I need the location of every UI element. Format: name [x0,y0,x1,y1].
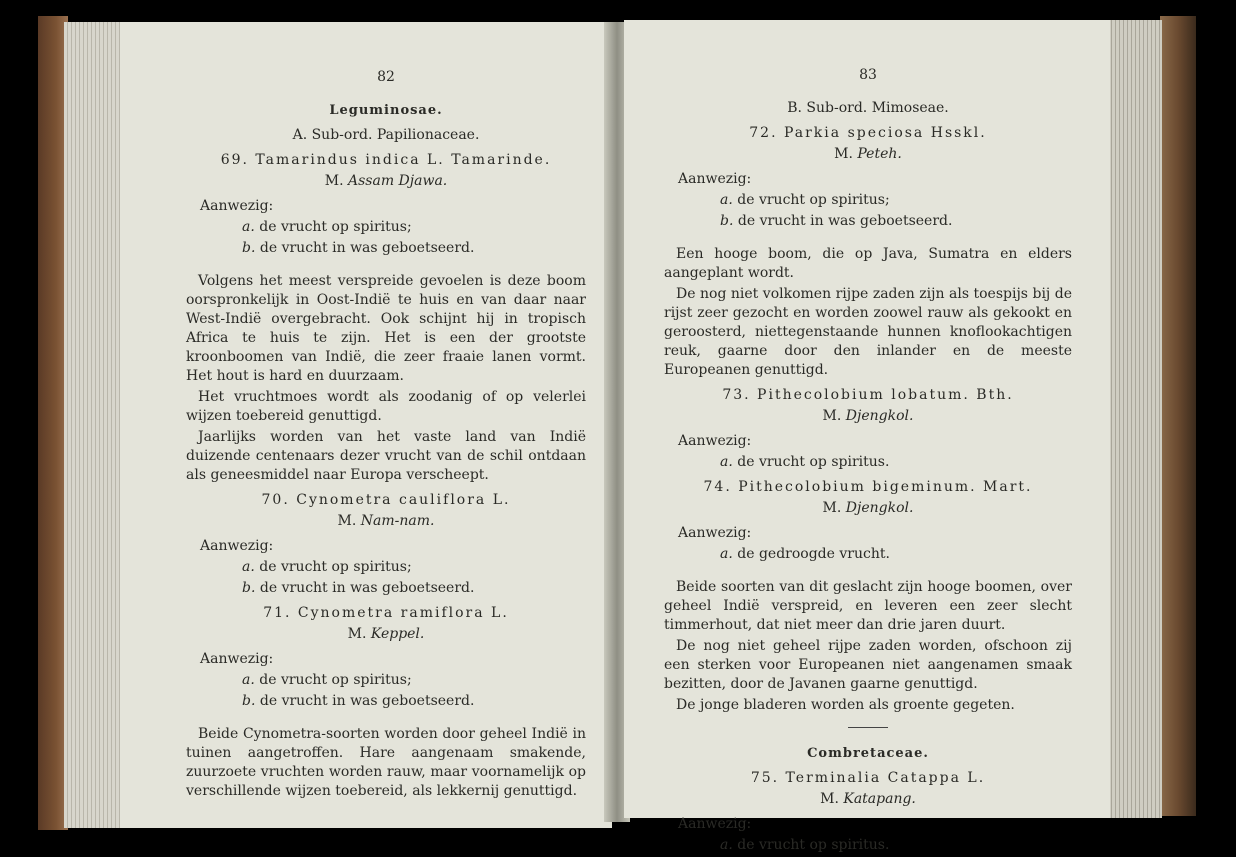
local-name-text: Katapang. [843,791,916,807]
page-edges-right [1108,20,1162,818]
specimen-item [720,453,1072,472]
item-letter: b. [242,580,256,596]
aanwezig-label: Aanwezig: [200,651,274,667]
item-letter: a. [720,837,733,853]
specimen-item [720,545,1072,564]
paragraph: Het vruchtmoes wordt als zoodanig of op velerlei wijzen toebereid genuttigd. [186,389,586,424]
local-name [186,512,586,531]
item-letter: b. [720,213,734,229]
species-heading: 71. Cynometra ramiflora L. [263,605,509,621]
item-text: de vrucht in was geboetseerd. [259,580,475,596]
local-prefix: M. [834,146,853,162]
family-heading: Combretaceae. [807,746,929,761]
aanwezig-label: Aanwezig: [200,538,274,554]
specimen-item [242,218,586,237]
local-name-text: Peteh. [857,146,902,162]
local-name-text: Nam-nam. [360,513,435,529]
right-page-content [664,66,1072,857]
right-page [624,20,1110,853]
aanwezig-label: Aanwezig: [200,198,274,214]
local-name [186,172,586,191]
local-name-text: Djengkol. [845,500,914,516]
species-heading: 70. Cynometra cauliflora L. [261,492,511,508]
local-name [186,625,586,644]
local-prefix: M. [324,173,344,189]
item-text: de vrucht in was geboetseerd. [259,240,475,256]
specimen-item [720,212,1072,231]
local-prefix: M. [347,626,367,642]
item-text: de gedroogde vrucht. [737,546,890,562]
section-rule [848,727,888,728]
item-text: de vrucht in was geboetseerd. [259,693,475,709]
paragraph: Beide soorten van dit geslacht zijn hooge boomen, over geheel Indië verspreid, en leveren een zeer slecht timmerhout, dat niet meer dan drie jaren duurt. [664,579,1072,633]
local-name [664,790,1072,809]
local-prefix: M. [820,791,839,807]
page-number: 82 [377,69,395,85]
species-heading: 69. Tamarindus indica L. Tamarinde. [220,152,552,168]
item-text: de vrucht op spiritus. [737,837,890,853]
item-letter: b. [242,693,256,709]
item-letter: b. [242,240,256,256]
aanwezig-label: Aanwezig: [678,171,752,187]
local-name [664,407,1072,426]
item-letter: a. [720,546,733,562]
spacer [664,233,1072,243]
item-letter: a. [242,219,255,235]
item-text: de vrucht in was geboetseerd. [737,213,953,229]
species-heading: 72. Parkia speciosa Hsskl. [749,125,987,141]
paragraph: Beide Cynometra-soorten worden door geheel Indië in tuinen aangetroffen. Hare aangenaam smakende, zuurzoete vruchten worden rauw, maar voornamelijk op verschillende wijzen toebereid, als lekkernij genuttigd. [186,726,586,799]
item-text: de vrucht op spiritus; [259,559,412,575]
family-heading: Leguminosae. [329,103,443,118]
item-text: de vrucht op spiritus. [737,454,890,470]
spacer [186,260,586,270]
item-letter: a. [720,192,733,208]
specimen-item [242,692,586,711]
aanwezig-label: Aanwezig: [678,433,752,449]
spacer [664,566,1072,576]
local-name [664,145,1072,164]
suborder-heading: A. Sub-ord. Papilionaceae. [292,127,480,143]
specimen-item [242,239,586,258]
page-number: 83 [859,67,877,83]
item-text: de vrucht op spiritus; [259,219,412,235]
local-prefix: M. [822,408,842,424]
aanwezig-label: Aanwezig: [678,816,752,832]
paragraph: De jonge bladeren worden als groente gegeten. [676,697,1015,713]
item-letter: a. [720,454,733,470]
species-heading: 75. Terminalia Catappa L. [750,770,986,786]
paragraph: De nog niet volkomen rijpe zaden zijn als toespijs bij de rijst zeer gezocht en worden zoowel rauw als gekookt en geroosterd, niettegenstaande hunnen knoflookachtigen reuk, gaarne door den inlander en de meeste Europeanen genuttigd. [664,286,1072,378]
local-name-text: Assam Djawa. [348,173,448,189]
page-edges-left [64,22,124,828]
left-page [120,22,612,828]
local-prefix: M. [822,500,842,516]
spacer [186,713,586,723]
item-letter: a. [242,672,255,688]
specimen-item [242,579,586,598]
item-letter: a. [242,559,255,575]
specimen-item [720,191,1072,210]
aanwezig-label: Aanwezig: [678,525,752,541]
item-text: de vrucht op spiritus; [259,672,412,688]
local-prefix: M. [337,513,357,529]
species-heading: 73. Pithecolobium lobatum. Bth. [722,387,1014,403]
specimen-item [242,671,586,690]
book-cover-right [1160,16,1196,816]
suborder-heading: B. Sub-ord. Mimoseae. [787,100,949,116]
paragraph: De nog niet geheel rijpe zaden worden, ofschoon zij een sterken voor Europeanen niet aangenamen smaak bezitten, door de Javanen gaarne genuttigd. [664,638,1072,692]
species-heading: 74. Pithecolobium bigeminum. Mart. [703,479,1033,495]
item-text: de vrucht op spiritus; [737,192,890,208]
left-page-content [186,68,586,803]
paragraph: Volgens het meest verspreide gevoelen is deze boom oorspronkelijk in Oost-Indië te huis en van daar naar West-Indië overgebracht. Ook schijnt hij in tropisch Africa te huis te zijn. Het is een der grootste kroonboomen van Indië, die zeer fraaie lanen vormt. Het hout is hard en duurzaam. [186,273,586,384]
local-name-text: Keppel. [370,626,425,642]
paragraph: Een hooge boom, die op Java, Sumatra en elders aangeplant wordt. [664,246,1072,281]
specimen-item [242,558,586,577]
paragraph: Jaarlijks worden van het vaste land van Indië duizende centenaars dezer vrucht van de schil ontdaan als geneesmiddel naar Europa verscheept. [186,429,586,483]
local-name [664,499,1072,518]
local-name-text: Djengkol. [845,408,914,424]
